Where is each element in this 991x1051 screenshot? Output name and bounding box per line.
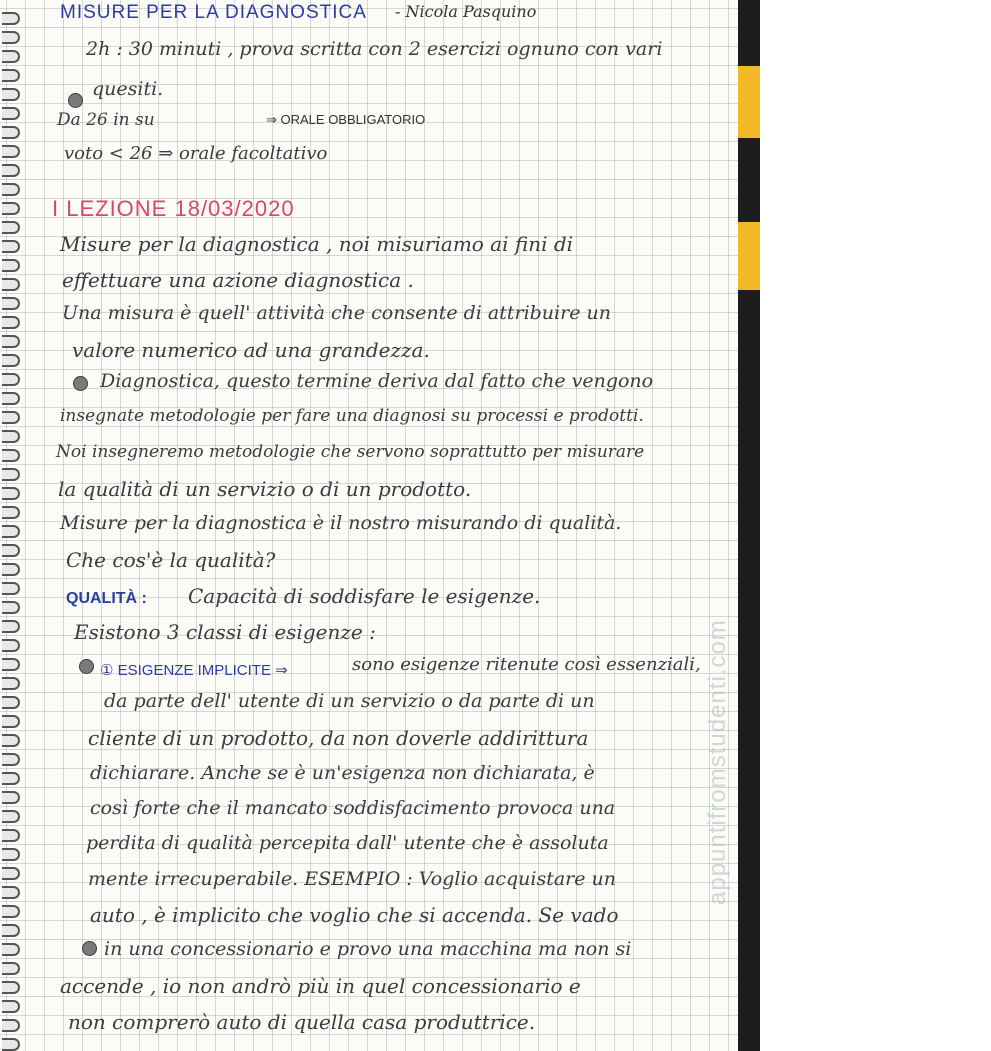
note-line: Capacità di soddisfare le esigenze. [188, 584, 541, 608]
intro-line: quesiti. [92, 78, 164, 100]
spiral-ring [2, 848, 20, 861]
note-line: sono esigenze ritenute così essenziali, [352, 654, 701, 675]
note-line: Noi insegneremo metodologie che servono soprattutto per misurare [56, 442, 645, 462]
spiral-ring [2, 468, 20, 481]
spiral-ring [2, 715, 20, 728]
spiral-ring [2, 297, 20, 310]
spiral-ring [2, 1000, 20, 1013]
spiral-ring [2, 392, 20, 405]
spiral-ring [2, 50, 20, 63]
spiral-ring [2, 981, 20, 994]
spiral-ring [2, 107, 20, 120]
spiral-ring [2, 449, 20, 462]
author-name: - Nicola Pasquino [395, 2, 537, 21]
spiral-ring [2, 582, 20, 595]
note-line: Esistono 3 classi di esigenze : [74, 620, 376, 644]
spiral-ring [2, 487, 20, 500]
note-line: la qualità di un servizio o di un prodotto. [58, 477, 472, 501]
spiral-ring [2, 620, 20, 633]
note-line: da parte dell' utente di un servizio o da parte di un [104, 690, 595, 712]
spiral-ring [2, 1019, 20, 1032]
spiral-ring [2, 202, 20, 215]
spiral-ring [2, 924, 20, 937]
spiral-ring [2, 221, 20, 234]
intro-line: 2h : 30 minuti , prova scritta con 2 esercizi ognuno con vari [86, 38, 663, 60]
note-line: mente irrecuperabile. ESEMPIO : Voglio acquistare un [88, 868, 617, 890]
spiral-ring [2, 259, 20, 272]
spiral-ring [2, 88, 20, 101]
note-line: dichiarare. Anche se è un'esigenza non dichiarata, è [90, 762, 595, 784]
spiral-ring [2, 658, 20, 671]
note-line: Misure per la diagnostica , noi misuriamo ai fini di [60, 232, 574, 256]
spiral-ring [2, 772, 20, 785]
spiral-ring [2, 791, 20, 804]
spiral-ring [2, 867, 20, 880]
note-line: auto , è implicito che voglio che si accenda. Se vado [90, 903, 619, 927]
spiral-ring [2, 31, 20, 44]
spiral-ring [2, 240, 20, 253]
spiral-ring [2, 278, 20, 291]
spiral-ring [2, 753, 20, 766]
yellow-tab-top [738, 66, 760, 138]
note-line: Diagnostica, questo termine deriva dal fatto che vengono [100, 370, 654, 392]
spiral-ring [2, 962, 20, 975]
note-line: accende , io non andrò più in quel concessionario e [60, 974, 581, 998]
spiral-ring [2, 639, 20, 652]
lesson-heading: I LEZIONE 18/03/2020 [52, 196, 295, 221]
spiral-ring [2, 696, 20, 709]
spiral-ring [2, 183, 20, 196]
spiral-ring [2, 1038, 20, 1051]
page-title: MISURE PER LA DIAGNOSTICA [60, 2, 367, 23]
note-line: così forte che il mancato soddisfacimento provoca una [90, 797, 616, 819]
punch-hole-icon [68, 93, 83, 108]
spiral-ring [2, 145, 20, 158]
note-line: in una concessionario e provo una macchina ma non si [104, 938, 632, 960]
spiral-ring [2, 126, 20, 139]
spiral-ring [2, 12, 20, 25]
spiral-ring [2, 525, 20, 538]
spiral-ring [2, 905, 20, 918]
spiral-ring [2, 829, 20, 842]
spiral-ring [2, 943, 20, 956]
note-line: Misure per la diagnostica è il nostro misurando di qualità. [60, 512, 622, 534]
spiral-ring [2, 506, 20, 519]
note-line: Una misura è quell' attività che consente di attribuire un [62, 302, 611, 324]
spiral-ring [2, 886, 20, 899]
note-line: cliente di un prodotto, da non doverle addirittura [88, 726, 589, 750]
spiral-ring [2, 677, 20, 690]
spiral-ring [2, 316, 20, 329]
yellow-tab-bottom [738, 222, 760, 290]
punch-hole-icon [82, 941, 97, 956]
intro-line: ⇒ ORALE OBBLIGATORIO [266, 112, 426, 127]
spiral-binding [0, 0, 22, 1051]
note-line: perdita di qualità percepita dall' utente che è assoluta [86, 832, 609, 854]
spiral-ring [2, 69, 20, 82]
note-line: effettuare una azione diagnostica . [62, 268, 414, 292]
spiral-ring [2, 544, 20, 557]
spiral-ring [2, 373, 20, 386]
note-line: insegnate metodologie per fare una diagnosi su processi e prodotti. [60, 406, 644, 426]
spiral-ring [2, 335, 20, 348]
page-edge [738, 0, 760, 1051]
esigenze-implicite-label: ① ESIGENZE IMPLICITE ⇒ [100, 662, 288, 679]
note-line: valore numerico ad una grandezza. [72, 338, 430, 362]
spiral-ring [2, 601, 20, 614]
punch-hole-icon [79, 659, 94, 674]
spiral-ring [2, 354, 20, 367]
spiral-ring [2, 563, 20, 576]
spiral-ring [2, 810, 20, 823]
intro-line: Da 26 in su [57, 110, 155, 130]
spiral-ring [2, 164, 20, 177]
spiral-ring [2, 430, 20, 443]
note-line: Che cos'è la qualità? [66, 548, 276, 572]
watermark-text: appuntifromstudenti.com [704, 619, 731, 905]
spiral-ring [2, 734, 20, 747]
note-line: non comprerò auto di quella casa produttrice. [68, 1010, 536, 1034]
spiral-ring [2, 411, 20, 424]
intro-line: voto < 26 ⇒ orale facoltativo [64, 143, 328, 164]
qualita-label: QUALITÀ : [66, 590, 147, 607]
punch-hole-icon [73, 376, 88, 391]
